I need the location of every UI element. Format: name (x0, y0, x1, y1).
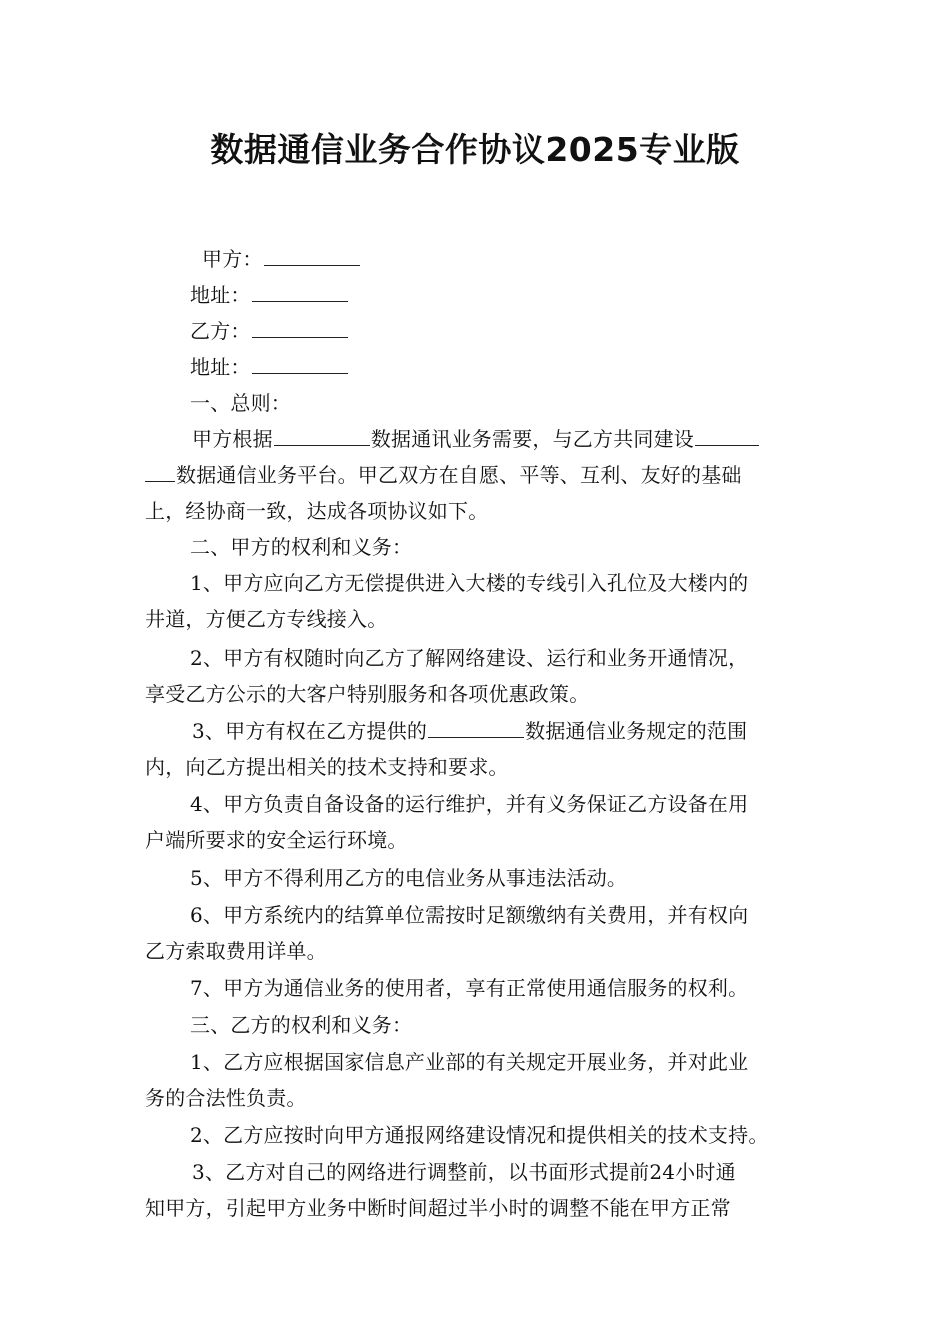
section-1-text-segment: 甲方根据 (192, 427, 273, 451)
section-2-item-1-line-1: 1、甲方应向乙方无偿提供进入大楼的专线引入孔位及大楼内的 (190, 571, 749, 595)
section-1-heading: 一、总则： (190, 391, 291, 415)
party-a-blank (264, 243, 360, 266)
address-b-blank (252, 351, 348, 374)
section-1-text-segment: 数据通讯业务需要，与乙方共同建设 (370, 427, 695, 451)
section-1-paragraph-line-1 (192, 421, 760, 457)
party-a-label: 甲方： (202, 247, 263, 271)
section-3-item-1-line-1: 1、乙方应根据国家信息产业部的有关规定开展业务，并对此业 (190, 1050, 749, 1074)
section-2-item-1-line-2: 井道，方便乙方专线接入。 (145, 607, 388, 631)
address-b-line (190, 349, 349, 385)
section-3-heading: 三、乙方的权利和义务： (190, 1013, 413, 1037)
section-3-item-2: 2、乙方应按时向甲方通报网络建设情况和提供相关的技术支持。 (190, 1123, 769, 1147)
section-2-item-4-line-2: 户端所要求的安全运行环境。 (145, 828, 408, 852)
party-a-line (202, 241, 361, 277)
address-a-line (190, 277, 349, 313)
address-a-label: 地址： (190, 283, 251, 307)
section-2-item-3-line-2: 内，向乙方提出相关的技术支持和要求。 (145, 755, 509, 779)
section-2-item-3-segment: 数据通信业务规定的范围 (525, 719, 748, 743)
section-2-item-2-line-2: 享受乙方公示的大客户特别服务和各项优惠政策。 (145, 682, 590, 706)
section-3-item-3-line-2: 知甲方，引起甲方业务中断时间超过半小时的调整不能在甲方正常 (145, 1196, 731, 1220)
platform-blank-part-2 (145, 459, 175, 482)
party-b-line (190, 313, 349, 349)
section-2-item-6-line-2: 乙方索取费用详单。 (145, 939, 327, 963)
section-2-item-3-segment: 3、甲方有权在乙方提供的 (192, 719, 428, 743)
section-1-paragraph-line-3: 上，经协商一致，达成各项协议如下。 (145, 499, 489, 523)
platform-blank-part-1 (695, 423, 759, 446)
service-blank (428, 715, 524, 738)
section-2-item-7: 7、甲方为通信业务的使用者，享有正常使用通信服务的权利。 (190, 976, 749, 1000)
document-title: 数据通信业务合作协议2025专业版 (210, 130, 740, 169)
party-b-label: 乙方： (190, 319, 251, 343)
section-3-item-1-line-2: 务的合法性负责。 (145, 1086, 307, 1110)
section-2-item-4-line-1: 4、甲方负责自备设备的运行维护，并有义务保证乙方设备在用 (190, 792, 749, 816)
purpose-blank (274, 423, 370, 446)
section-3-item-3-line-1: 3、乙方对自己的网络进行调整前，以书面形式提前24小时通 (192, 1160, 736, 1184)
section-2-item-2-line-1: 2、甲方有权随时向乙方了解网络建设、运行和业务开通情况， (190, 646, 749, 670)
address-a-blank (252, 279, 348, 302)
section-2-item-6-line-1: 6、甲方系统内的结算单位需按时足额缴纳有关费用，并有权向 (190, 903, 749, 927)
section-1-text-segment: 数据通信业务平台。甲乙双方在自愿、平等、互利、友好的基础 (176, 463, 742, 487)
section-2-heading: 二、甲方的权利和义务： (190, 535, 413, 559)
party-b-blank (252, 315, 348, 338)
address-b-label: 地址： (190, 355, 251, 379)
section-2-item-5: 5、甲方不得利用乙方的电信业务从事违法活动。 (190, 866, 628, 890)
section-2-item-3-line-1 (192, 713, 747, 749)
section-1-paragraph-line-2 (145, 457, 742, 493)
